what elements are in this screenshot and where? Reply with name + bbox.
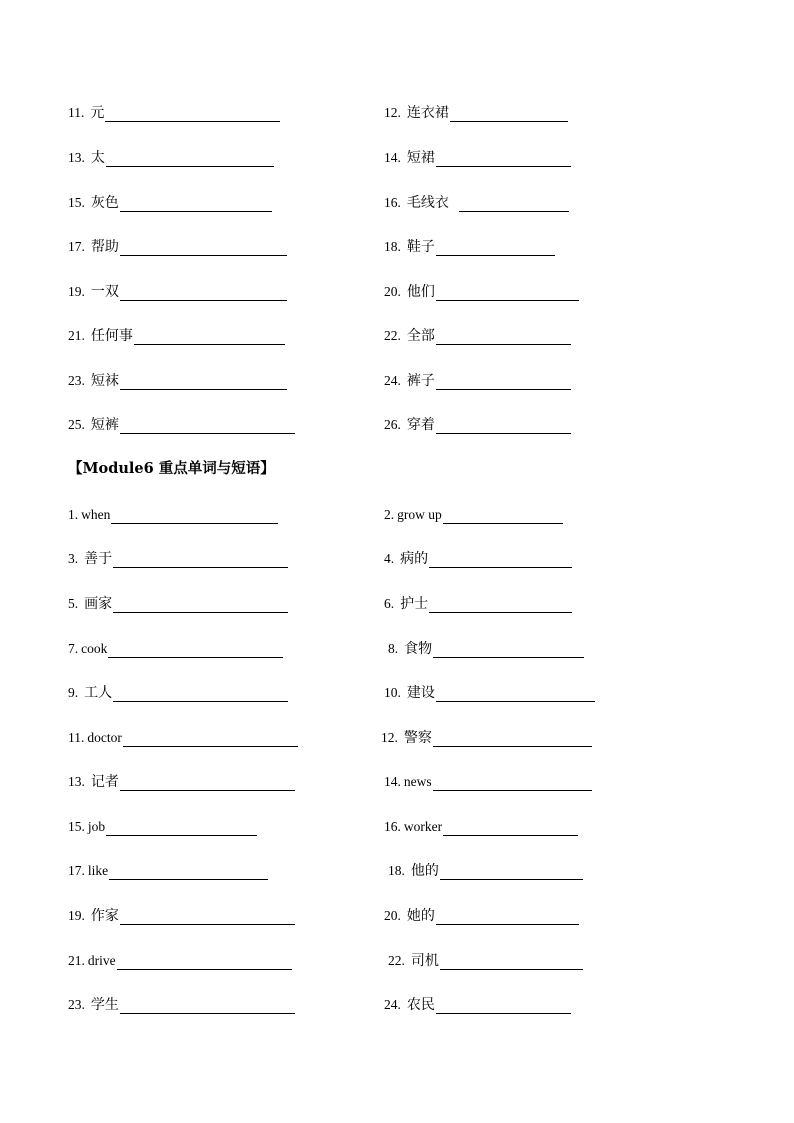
item-number: 10.: [384, 685, 401, 700]
vocab-item: [68, 279, 287, 301]
vocab-item: [384, 814, 578, 836]
item-number: 9.: [68, 685, 79, 700]
vocab-row: [0, 323, 794, 349]
item-number: 23.: [68, 997, 85, 1012]
item-number: 5.: [68, 596, 79, 611]
answer-blank[interactable]: [436, 997, 571, 1014]
item-word: 作家: [90, 908, 119, 924]
item-word: 帮助: [90, 239, 119, 255]
answer-blank[interactable]: [436, 908, 579, 925]
item-word: 司机: [410, 953, 439, 969]
answer-blank[interactable]: [459, 195, 569, 212]
item-word: 元: [90, 105, 105, 121]
item-word: 鞋子: [406, 239, 435, 255]
item-word: like: [87, 863, 109, 878]
item-number: 11.: [68, 105, 85, 120]
vocab-item: [384, 591, 572, 613]
answer-blank[interactable]: [436, 284, 579, 301]
answer-blank[interactable]: [113, 685, 288, 702]
answer-blank[interactable]: [108, 641, 283, 658]
vocab-item: [68, 948, 292, 970]
vocab-row: [0, 502, 794, 528]
item-number: 21.: [68, 953, 85, 968]
answer-blank[interactable]: [111, 507, 278, 524]
item-number: 4.: [384, 551, 395, 566]
item-word: 灰色: [90, 195, 119, 211]
vocab-item: [68, 814, 257, 836]
item-word: 裤子: [406, 373, 435, 389]
item-word: 毛线衣: [406, 195, 449, 211]
vocab-row: [0, 992, 794, 1018]
vocab-row: [0, 546, 794, 572]
item-number: 20.: [384, 284, 401, 299]
vocab-item: [68, 636, 283, 658]
item-word: 病的: [400, 551, 429, 567]
vocab-item: [68, 992, 295, 1014]
answer-blank[interactable]: [120, 997, 295, 1014]
item-word: grow up: [397, 507, 442, 522]
answer-blank[interactable]: [436, 685, 595, 702]
item-word: 农民: [406, 997, 435, 1013]
item-number: 13.: [68, 150, 85, 165]
item-number: 2.: [384, 507, 395, 522]
item-word: 短袜: [90, 373, 119, 389]
item-number: 20.: [384, 908, 401, 923]
item-number: 16.: [384, 819, 401, 834]
item-word: job: [87, 819, 106, 834]
item-word: 工人: [84, 685, 113, 701]
answer-blank[interactable]: [443, 819, 578, 836]
vocab-row: [0, 636, 794, 662]
vocab-item: [68, 725, 298, 747]
answer-blank[interactable]: [120, 239, 287, 256]
answer-blank[interactable]: [436, 328, 571, 345]
vocab-row: [0, 725, 794, 751]
item-number: 6.: [384, 596, 395, 611]
vocab-item: [388, 636, 584, 658]
item-number: 22.: [388, 953, 405, 968]
item-number: 7.: [68, 641, 79, 656]
vocab-item: [68, 769, 295, 791]
item-word: 一双: [90, 284, 119, 300]
item-number: 1.: [68, 507, 79, 522]
vocab-row: [0, 769, 794, 795]
answer-blank[interactable]: [109, 863, 268, 880]
vocab-item: [68, 368, 287, 390]
vocab-row: [0, 279, 794, 305]
vocab-row: [0, 591, 794, 617]
item-word: doctor: [87, 730, 122, 745]
item-word: 连衣裙: [406, 105, 449, 121]
item-number: 17.: [68, 239, 85, 254]
vocab-item: [384, 100, 568, 122]
item-number: 14.: [384, 774, 401, 789]
item-word: 护士: [400, 596, 429, 612]
item-number: 19.: [68, 284, 85, 299]
item-word: worker: [403, 819, 443, 834]
answer-blank[interactable]: [440, 863, 583, 880]
item-number: 24.: [384, 997, 401, 1012]
item-number: 8.: [388, 641, 399, 656]
vocab-item: [384, 234, 555, 256]
item-number: 3.: [68, 551, 79, 566]
vocab-item: [68, 190, 272, 212]
item-word: news: [403, 774, 432, 789]
vocab-row: [0, 814, 794, 840]
item-number: 15.: [68, 195, 85, 210]
vocab-item: [384, 190, 569, 212]
vocab-item: [384, 680, 595, 702]
vocab-item: [384, 546, 572, 568]
vocab-row: [0, 680, 794, 706]
item-word: 短裙: [406, 150, 435, 166]
vocab-item: [384, 323, 571, 345]
vocab-row: [0, 145, 794, 171]
vocab-item: [384, 992, 571, 1014]
answer-blank[interactable]: [120, 284, 287, 301]
item-word: 记者: [90, 774, 119, 790]
item-word: 警察: [403, 730, 432, 746]
vocab-item: [384, 279, 579, 301]
answer-blank[interactable]: [120, 417, 295, 434]
item-word: 建设: [406, 685, 435, 701]
vocab-row: [0, 100, 794, 126]
answer-blank[interactable]: [113, 596, 288, 613]
item-word: 短裤: [90, 417, 119, 433]
answer-blank[interactable]: [436, 150, 571, 167]
item-number: 18.: [384, 239, 401, 254]
item-number: 24.: [384, 373, 401, 388]
vocab-item: [68, 502, 278, 524]
vocab-row: [0, 948, 794, 974]
section-heading: 【Module6 重点单词与短语】: [68, 460, 275, 477]
answer-blank[interactable]: [433, 730, 592, 747]
answer-blank[interactable]: [436, 239, 555, 256]
vocab-item: [68, 591, 288, 613]
vocab-item: [384, 769, 592, 791]
item-number: 17.: [68, 863, 85, 878]
vocab-item: [388, 858, 583, 880]
vocab-item: [68, 145, 274, 167]
vocab-item: [68, 323, 285, 345]
item-number: 21.: [68, 328, 85, 343]
item-word: 食物: [404, 641, 433, 657]
item-number: 26.: [384, 417, 401, 432]
vocab-item: [388, 948, 583, 970]
vocab-item: [68, 234, 287, 256]
item-word: 学生: [90, 997, 119, 1013]
item-number: 18.: [388, 863, 405, 878]
answer-blank[interactable]: [120, 908, 295, 925]
item-word: 善于: [84, 551, 113, 567]
vocab-item: [68, 858, 268, 880]
answer-blank[interactable]: [120, 373, 287, 390]
answer-blank[interactable]: [429, 551, 572, 568]
answer-blank[interactable]: [123, 730, 298, 747]
answer-blank[interactable]: [433, 641, 584, 658]
item-number: 12.: [384, 105, 401, 120]
vocab-item: [384, 145, 571, 167]
answer-blank[interactable]: [113, 551, 288, 568]
vocab-row: [0, 858, 794, 884]
item-word: 全部: [406, 328, 435, 344]
item-number: 11.: [68, 730, 85, 745]
vocab-item: [68, 100, 280, 122]
item-number: 22.: [384, 328, 401, 343]
item-word: 任何事: [90, 328, 133, 344]
vocab-item: [68, 680, 288, 702]
answer-blank[interactable]: [105, 105, 280, 122]
vocab-row: [0, 190, 794, 216]
vocab-row: [0, 234, 794, 260]
vocab-row: [0, 368, 794, 394]
answer-blank[interactable]: [120, 774, 295, 791]
answer-blank[interactable]: [120, 195, 272, 212]
answer-blank[interactable]: [433, 774, 592, 791]
item-number: 23.: [68, 373, 85, 388]
answer-blank[interactable]: [134, 328, 285, 345]
answer-blank[interactable]: [443, 507, 563, 524]
vocab-row: [0, 903, 794, 929]
item-number: 15.: [68, 819, 85, 834]
item-word: 他的: [410, 863, 439, 879]
answer-blank[interactable]: [106, 819, 257, 836]
item-number: 14.: [384, 150, 401, 165]
item-word: 太: [90, 150, 105, 166]
vocab-item: [384, 368, 571, 390]
item-number: 25.: [68, 417, 85, 432]
answer-blank[interactable]: [429, 596, 572, 613]
vocab-item: [68, 903, 295, 925]
item-word: cook: [81, 641, 108, 656]
answer-blank[interactable]: [440, 953, 583, 970]
vocab-item: [384, 502, 563, 524]
vocab-row: [0, 412, 794, 438]
answer-blank[interactable]: [436, 373, 571, 390]
item-word: drive: [87, 953, 116, 968]
vocab-item: [384, 412, 571, 434]
answer-blank[interactable]: [117, 953, 292, 970]
item-word: 他们: [406, 284, 435, 300]
item-word: 她的: [406, 908, 435, 924]
item-number: 16.: [384, 195, 401, 210]
vocab-item: [384, 903, 579, 925]
item-number: 19.: [68, 908, 85, 923]
answer-blank[interactable]: [436, 417, 571, 434]
vocab-item: [381, 725, 592, 747]
item-number: 13.: [68, 774, 85, 789]
item-word: 画家: [84, 596, 113, 612]
item-word: when: [81, 507, 111, 522]
answer-blank[interactable]: [106, 150, 274, 167]
vocab-item: [68, 412, 295, 434]
item-number: 12.: [381, 730, 398, 745]
vocab-item: [68, 546, 288, 568]
item-word: 穿着: [406, 417, 435, 433]
answer-blank[interactable]: [450, 105, 568, 122]
